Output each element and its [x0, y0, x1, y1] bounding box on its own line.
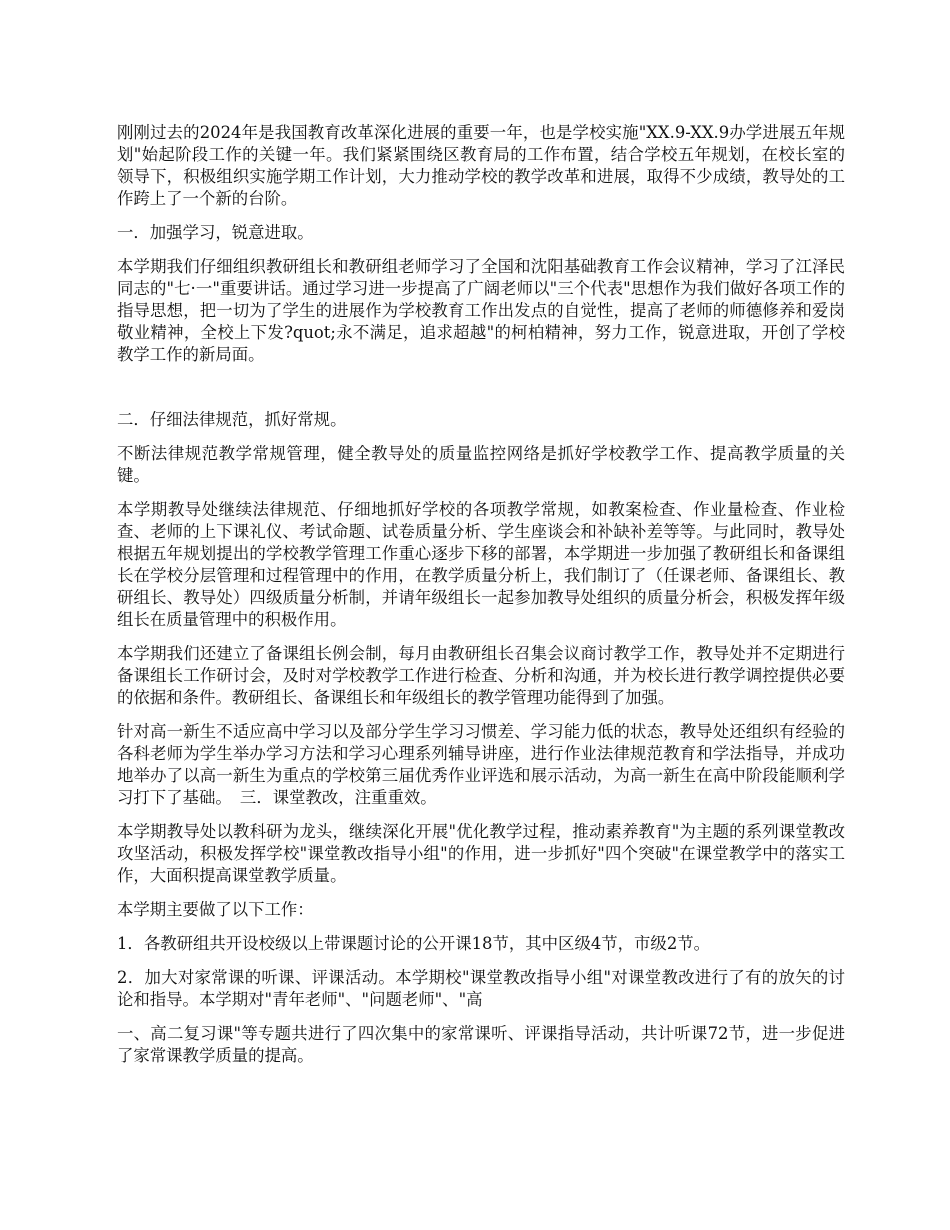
- routine-paragraph-4: 针对高一新生不适应高中学习以及部分学生学习习惯差、学习能力低的状态，教导处还组织有经验的各科老师为学生举办学习方法和学习心理系列辅导讲座，进行作业法律规范教育和学法指导，并成功地举办了以高一新生为重点的学校第三届优秀作业评选和展示活动，为高一新生在高中阶段能顺利学习打下了基础。 三．课堂教改，注重重效。: [117, 722, 845, 807]
- document-body: [117, 122, 845, 1079]
- reform-paragraph: 本学期教导处以教科研为龙头，继续深化开展"优化教学过程，推动素养教育"为主题的系列课堂教改攻坚活动，积极发挥学校"课堂教改指导小组"的作用，进一步抓好"四个突破"在课堂教学中的落实工作，大面积提高课堂教学质量。: [117, 822, 845, 885]
- routine-paragraph-3: 本学期我们还建立了备课组长例会制，每月由教研组长召集会议商讨教学工作，教导处并不定期进行备课组长工作研讨会，及时对学校教学工作进行检查、分析和沟通，并为校长进行教学调控提供必要的依据和条件。教研组长、备课组长和年级组长的教学管理功能得到了加强。: [117, 644, 845, 707]
- study-paragraph: 本学期我们仔细组织教研组长和教研组老师学习了全国和沈阳基础教育工作会议精神，学习了江泽民同志的"七·一"重要讲话。通过学习进一步提高了广阔老师以"三个代表"思想作为我们做好各项工作的指导思想，把一切为了学生的进展作为学校教育工作出发点的自觉性，提高了老师的师德修养和爱岗敬业精神，全校上下发?quot;永不满足，追求超越"的柯柏精神，努力工作，锐意进取，开创了学校教学工作的新局面。: [117, 257, 845, 364]
- work-list-item-1: 1．各教研组共开设校级以上带课题讨论的公开课18节，其中区级4节，市级2节。: [117, 934, 711, 953]
- work-list-intro: 本学期主要做了以下工作：: [117, 900, 314, 919]
- routine-paragraph-1: 不断法律规范教学常规管理，健全教导处的质量监控网络是抓好学校教学工作、提高教学质量的关键。: [117, 444, 845, 485]
- routine-paragraph-2: 本学期教导处继续法律规范、仔细地抓好学校的各项教学常规，如教案检查、作业量检查、作业检查、老师的上下课礼仪、考试命题、试卷质量分析、学生座谈会和补缺补差等等。与此同时，教导处根据五年规划提出的学校教学管理工作重心逐步下移的部署，本学期进一步加强了教研组长和备课组长在学校分层管理和过程管理中的作用，在教学质量分析上，我们制订了（任课老师、备课组长、教研组长、教导处）四级质量分析制，并请年级组长一起参加教导处组织的质量分析会，积极发挥年级组长在质量管理中的积极作用。: [117, 500, 845, 629]
- section-heading-1: 一．加强学习，锐意进取。: [117, 223, 314, 242]
- blank-spacer: [117, 378, 845, 409]
- work-list-item-2: 2．加大对家常课的听课、评课活动。本学期校"课堂教改指导小组"对课堂教改进行了有的放矢的讨论和指导。本学期对"青年老师"、"问题老师"、"高: [117, 968, 845, 1009]
- intro-paragraph: 刚刚过去的2024年是我国教育改革深化进展的重要一年，也是学校实施"XX.9-XX.9办学进展五年规划"始起阶段工作的关键一年。我们紧紧围绕区教育局的工作布置，结合学校五年规划，在校长室的领导下，积极组织实施学期工作计划，大力推动学校的教学改革和进展，取得不少成绩，教导处的工作跨上了一个新的台阶。: [117, 123, 845, 208]
- work-list-item-2-continued: 一、高二复习课"等专题共进行了四次集中的家常课听、评课指导活动，共计听课72节，进一步促进了家常课教学质量的提高。: [117, 1024, 845, 1065]
- section-heading-2: 二．仔细法律规范，抓好常规。: [117, 410, 347, 429]
